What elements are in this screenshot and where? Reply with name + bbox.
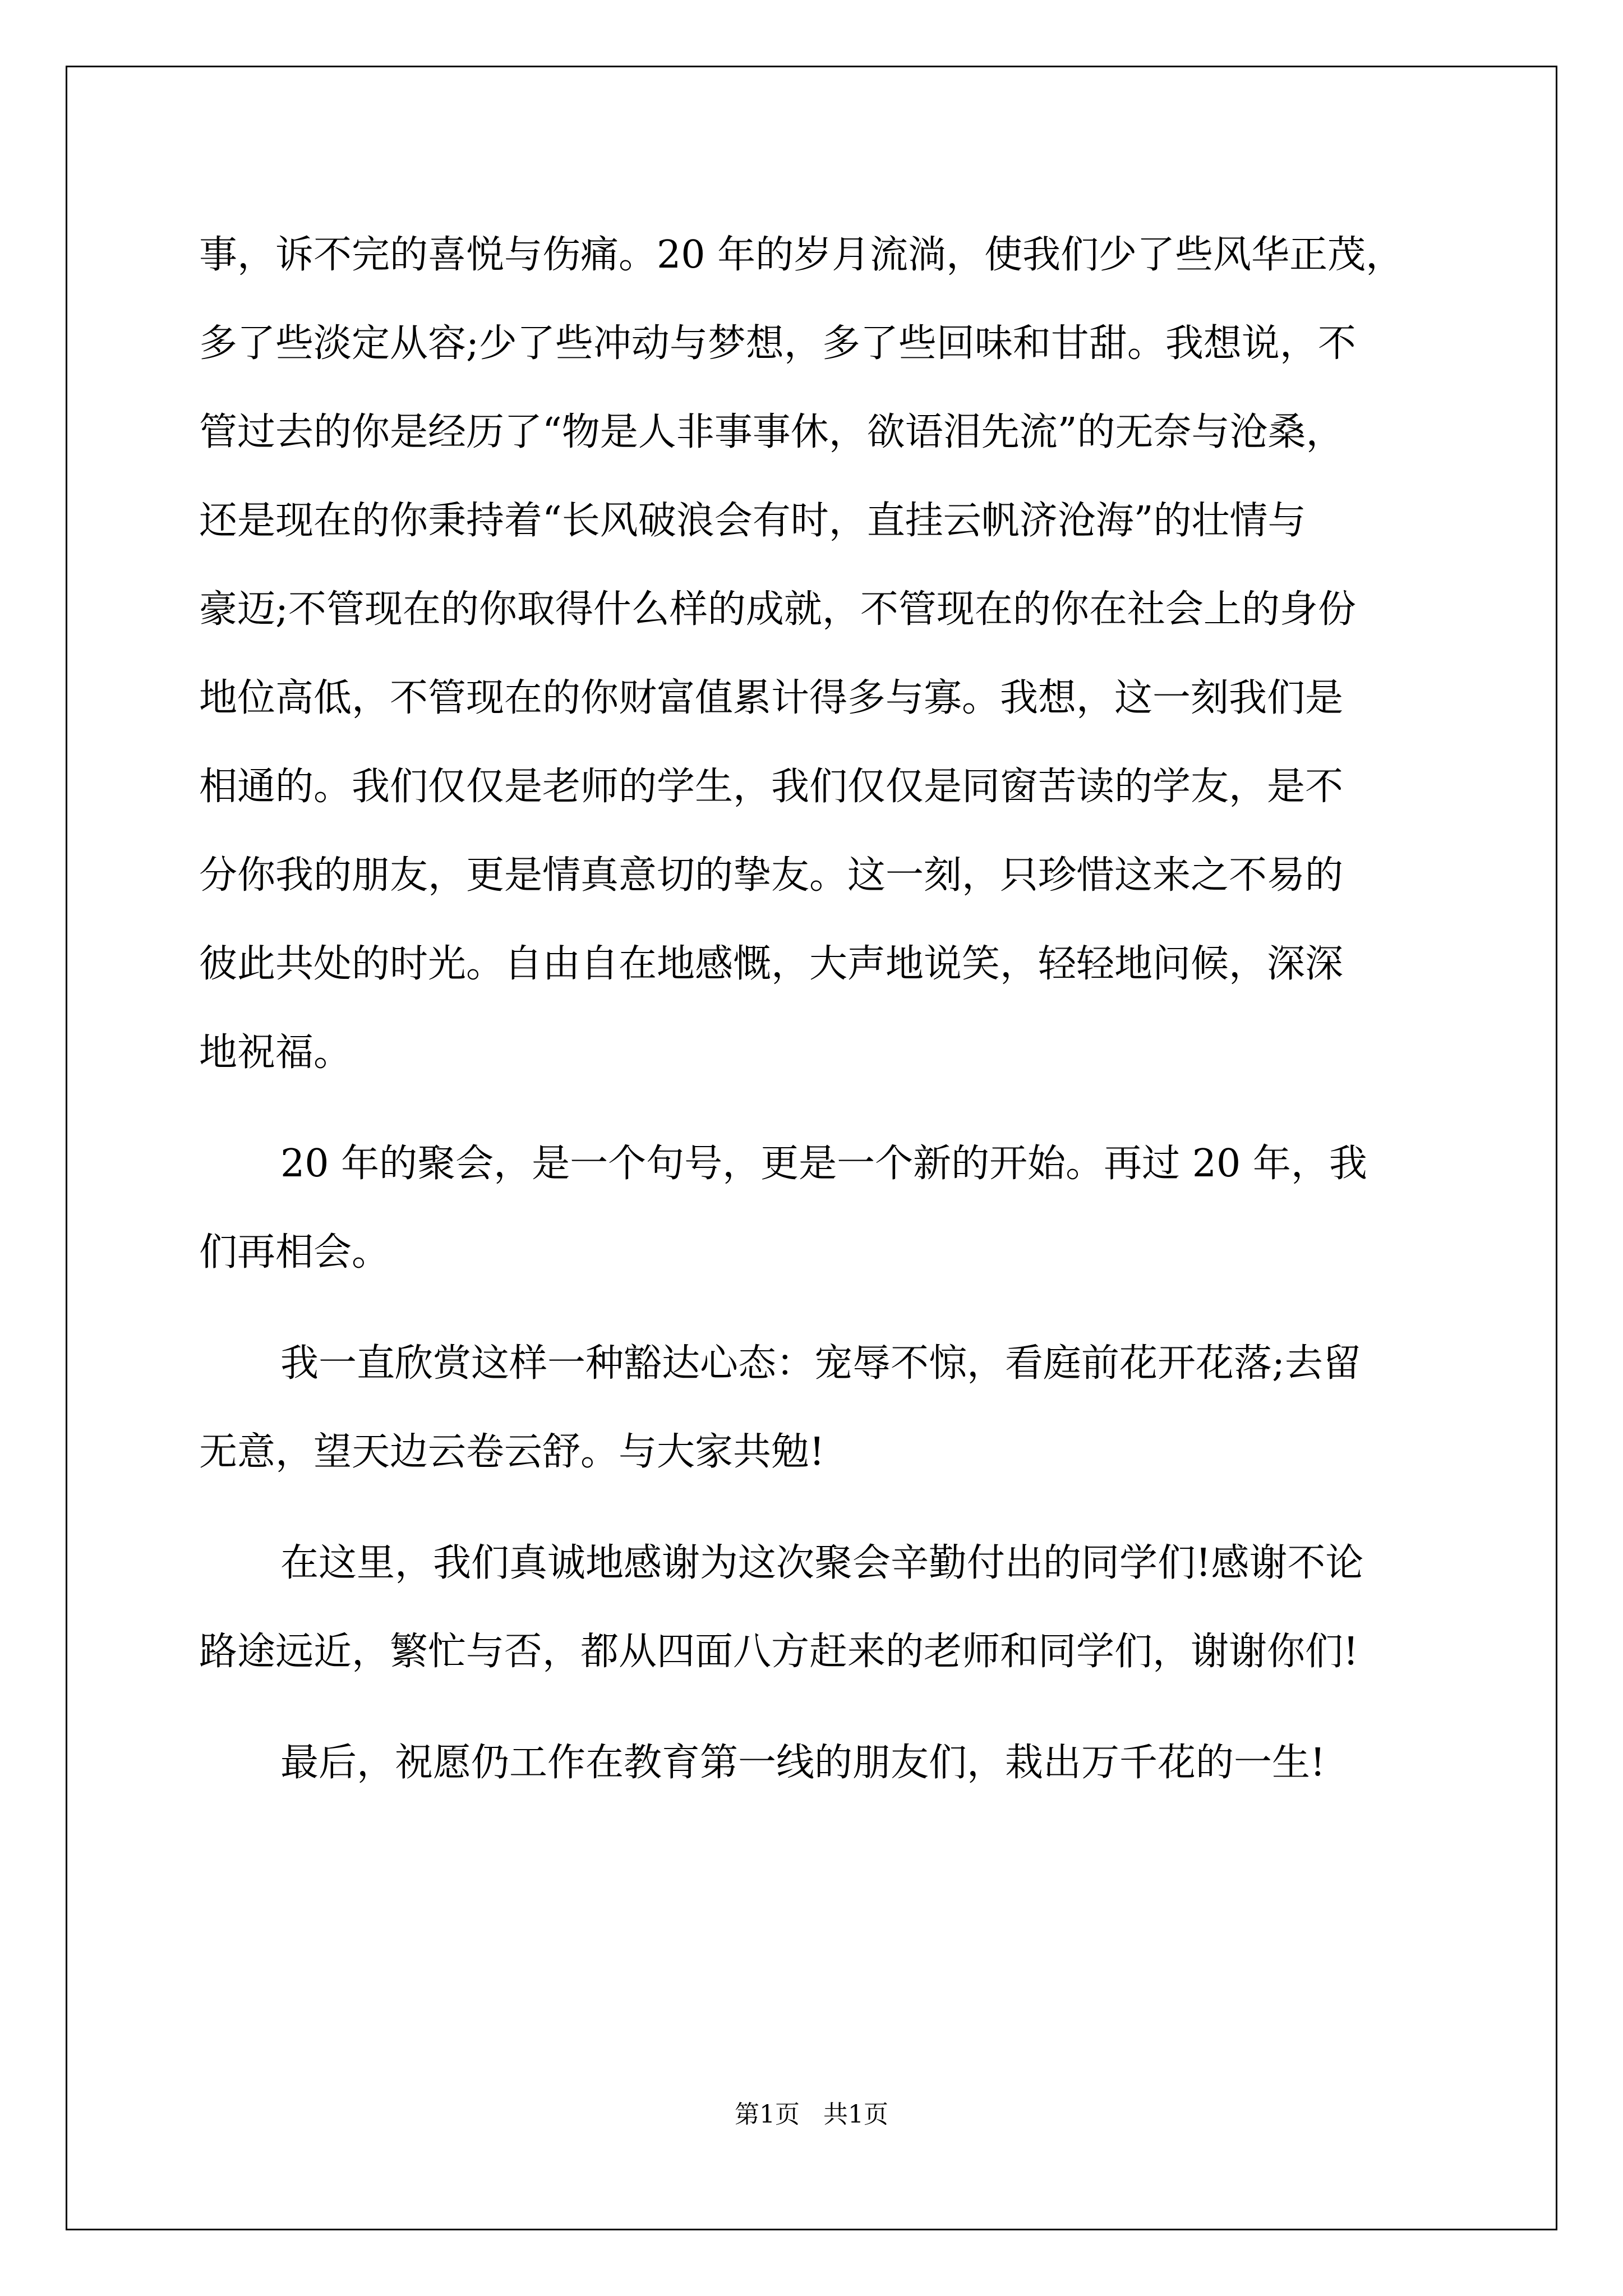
text-line: 还是现在的你秉持着“长风破浪会有时，直挂云帆济沧海”的壮情与 bbox=[199, 499, 1306, 543]
text-line: 彼此共处的时光。自由自在地感慨，大声地说笑，轻轻地问候，深深 bbox=[199, 942, 1344, 986]
text-line: 路途远近，繁忙与否，都从四面八方赶来的老师和同学们，谢谢你们! bbox=[199, 1630, 1359, 1674]
text-line: 管过去的你是经历了“物是人非事事休，欲语泪先流”的无奈与沧桑， bbox=[199, 410, 1344, 454]
page-footer: 第1页 共1页 bbox=[735, 2100, 888, 2129]
text-line: 地位高低，不管现在的你财富值累计得多与寡。我想，这一刻我们是 bbox=[199, 676, 1344, 720]
text-line: 在这里，我们真诚地感谢为这次聚会辛勤付出的同学们!感谢不论 bbox=[280, 1541, 1364, 1585]
text-line: 相通的。我们仅仅是老师的学生，我们仅仅是同窗苦读的学友，是不 bbox=[199, 765, 1344, 809]
text-line: 无意，望天边云卷云舒。与大家共勉! bbox=[199, 1430, 825, 1474]
text-line: 20 年的聚会，是一个句号，更是一个新的开始。再过 20 年，我 bbox=[280, 1142, 1367, 1186]
text-line: 多了些淡定从容;少了些冲动与梦想，多了些回味和甘甜。我想说，不 bbox=[199, 321, 1356, 366]
text-line: 最后，祝愿仍工作在教育第一线的朋友们，栽出万千花的一生! bbox=[280, 1741, 1326, 1785]
text-line: 我一直欣赏这样一种豁达心态：宠辱不惊，看庭前花开花落;去留 bbox=[280, 1341, 1361, 1386]
text-line: 事，诉不完的喜悦与伤痛。20 年的岁月流淌，使我们少了些风华正茂， bbox=[199, 233, 1404, 277]
text-line: 分你我的朋友，更是情真意切的挚友。这一刻，只珍惜这来之不易的 bbox=[199, 853, 1344, 898]
text-line: 地祝福。 bbox=[199, 1030, 352, 1075]
text-line: 们再相会。 bbox=[199, 1230, 390, 1274]
text-line: 豪迈;不管现在的你取得什么样的成就，不管现在的你在社会上的身份 bbox=[199, 587, 1356, 632]
